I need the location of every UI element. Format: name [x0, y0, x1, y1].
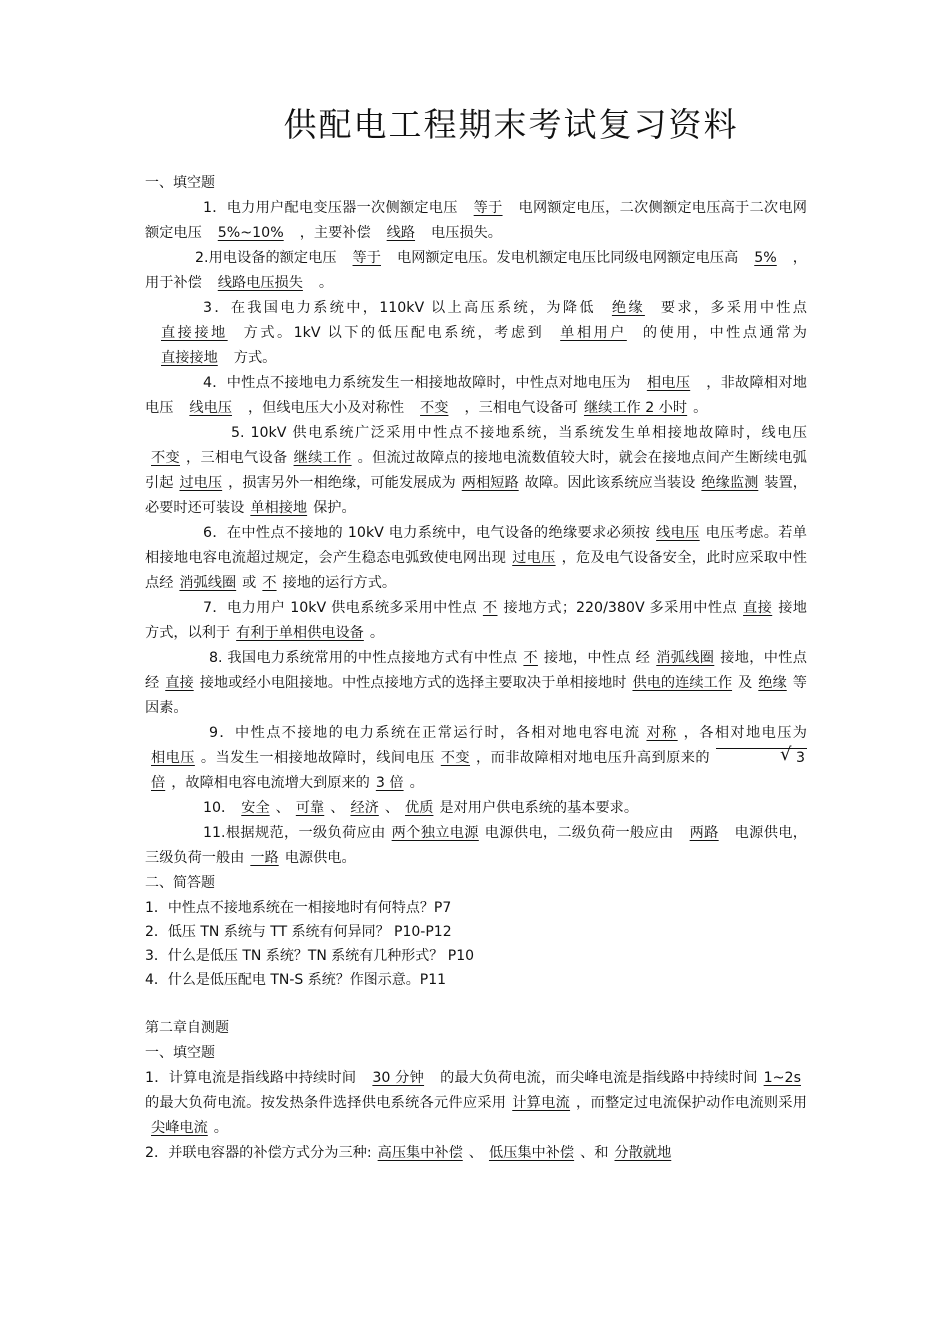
answer-blank: 绝缘: [758, 675, 787, 691]
answer-blank: 不: [262, 575, 277, 591]
question-8: 8. 我国电力系统常用的中性点接地方式有中性点 不 接地，中性点 经 消弧线圈 接地，中性点经 直接 接地或经小电阻接地。中性点接地方式的选择主要取决于单相接地时 供电的连续工作 及 绝缘 等因素。: [145, 650, 807, 716]
answer-blank: 不: [523, 650, 538, 666]
answer-blank: 等于: [352, 250, 381, 266]
answer-blank: 不变: [151, 450, 181, 466]
answer-blank: 5%: [754, 250, 777, 266]
short-question: 2．低压 TN 系统与 TT 系统有何异同？ P10-P12: [145, 924, 452, 940]
question-4: 4．中性点不接地电力系统发生一相接地故障时，中性点对地电压为 相电压 ，非故障相对地电压 线电压 ，但线电压大小及对称性 不变 ，三相电气设备可 继续工作 2 小时 。: [145, 375, 807, 416]
ch2-question-1: 1．计算电流是指线路中持续时间 30 分钟 的最大负荷电流，而尖峰电流是指线路中持续时间 1~2s的最大负荷电流。按发热条件选择供电系统各元件应采用 计算电流 ，而整定过电流保护动作电流则采用尖峰电流 。: [145, 1070, 807, 1136]
answer-blank: 尖峰电流: [151, 1120, 208, 1136]
spacer: [145, 992, 807, 1016]
answer-blank: 直接接地: [161, 325, 228, 341]
answer-blank: 30 分钟: [372, 1070, 425, 1086]
answer-blank: 倍: [151, 775, 166, 791]
answer-blank: 绝缘监测: [701, 475, 759, 491]
answer-blank: 等于: [473, 200, 503, 216]
answer-blank: 线路电压损失: [217, 275, 303, 291]
answer-blank: 单相接地: [250, 500, 308, 516]
answer-blank: 过电压: [179, 475, 223, 491]
question-11: 11.根据规范，一级负荷应由 两个独立电源 电源供电，二级负荷一般应由 两路 电源供电，三级负荷一般由 一路 电源供电。: [145, 825, 807, 866]
ch2-question-2: 2．并联电容器的补偿方式分为三种: 高压集中补偿 、 低压集中补偿 、和 分散就地: [145, 1141, 807, 1166]
answer-blank: 3 倍: [375, 775, 404, 791]
answer-blank: 不: [482, 600, 498, 616]
answer-blank: 可靠: [295, 800, 325, 816]
answer-blank: 相电压: [646, 375, 691, 391]
answer-blank: 相电压: [151, 750, 195, 766]
answer-blank: 线路: [386, 225, 416, 241]
answer-blank: 不变: [440, 750, 471, 766]
section-heading-short-answer: 二、简答题: [145, 875, 215, 891]
answer-blank: 直接: [743, 600, 773, 616]
chapter-heading: 第二章自测题: [145, 1020, 229, 1036]
short-question: 1．中性点不接地系统在一相接地时有何特点？P7: [145, 900, 452, 916]
answer-blank: 线电压: [656, 525, 700, 541]
question-1: 1．电力用户配电变压器一次侧额定电压 等于 电网额定电压，二次侧额定电压高于二次电网额定电压 5%~10% ，主要补偿 线路 电压损失。: [145, 200, 807, 241]
answer-blank: 安全: [241, 800, 270, 816]
answer-blank: 计算电流: [512, 1095, 571, 1111]
answer-blank: 供电的连续工作: [632, 675, 733, 691]
answer-blank: 直接接地: [161, 350, 218, 366]
short-question: 3．什么是低压 TN 系统？TN 系统有几种形式？ P10: [145, 948, 475, 964]
answer-blank: 一路: [250, 850, 279, 866]
answer-blank: 低压集中补偿: [488, 1145, 575, 1161]
document-page: [145, 103, 807, 1166]
question-3: 3．在我国电力系统中，110kV 以上高压系统，为降低 绝缘 要求，多采用中性点直接接地 方式。1kV 以下的低压配电系统，考虑到 单相用户 的使用，中性点通常为直接接地 方式。: [145, 296, 807, 371]
document-title: 供配电工程期末考试复习资料: [283, 105, 739, 144]
answer-blank: 两路: [689, 825, 719, 841]
answer-blank: 消弧线圈: [179, 575, 237, 591]
answer-blank: 线电压: [189, 400, 232, 416]
question-6: 6．在中性点不接地的 10kV 电力系统中，电气设备的绝缘要求必须按 线电压 电压考虑。若单相接地电容电流超过规定，会产生稳态电弧致使电网出现 过电压 ，危及电气设备安全，此时应采取中性点经 消弧线圈 或 不 接地的运行方式。: [145, 525, 807, 591]
answer-blank: 有利于单相供电设备: [236, 625, 364, 641]
question-9: 9．中性点不接地的电力系统在正常运行时，各相对地电容电流 对称 ，各相对地电压为相电压 。当发生一相接地故障时，线间电压 不变 ，而非故障相对地电压升高到原来的√ 3倍 ，故障相电容电流增大到原来的 3 倍 。: [145, 721, 807, 796]
section-heading-fill-blank-ch2: 一、填空题: [145, 1045, 215, 1061]
answer-blank: 过电压: [512, 550, 556, 566]
answer-blank: 直接: [165, 675, 194, 691]
answer-blank: 优质: [405, 800, 434, 816]
short-question: 4．什么是低压配电 TN-S 系统？作图示意。P11: [145, 972, 447, 988]
question-7: 7．电力用户 10kV 供电系统多采用中性点 不 接地方式；220/380V 多采用中性点 直接 接地方式，以利于 有利于单相供电设备 。: [145, 600, 807, 641]
sqrt-symbol: √ 3: [716, 748, 807, 767]
answer-blank: 5%~10%: [217, 225, 284, 241]
answer-blank: 继续工作: [293, 450, 352, 466]
answer-blank: 绝缘: [611, 300, 645, 316]
answer-blank: 经济: [350, 800, 379, 816]
answer-blank: 1~2s: [763, 1070, 801, 1086]
answer-blank: 高压集中补偿: [377, 1145, 463, 1161]
answer-blank: 消弧线圈: [656, 650, 715, 666]
answer-blank: 继续工作 2 小时: [583, 400, 688, 416]
answer-blank: 对称: [646, 725, 678, 741]
answer-blank: 两个独立电源: [391, 825, 479, 841]
answer-blank: 分散就地: [614, 1145, 672, 1161]
question-10: 10． 安全 、 可靠 、 经济 、 优质 是对用户供电系统的基本要求。: [203, 800, 639, 816]
answer-blank: 不变: [420, 400, 449, 416]
question-2: 2.用电设备的额定电压 等于 电网额定电压。发电机额定电压比同级电网额定电压高 5% ，用于补偿 线路电压损失 。: [145, 250, 807, 291]
question-5: 5. 10kV 供电系统广泛采用中性点不接地系统，当系统发生单相接地故障时，线电压不变 ，三相电气设备 继续工作 。但流过故障点的接地电流数值较大时，就会在接地点间产生断续电弧引起 过电压 ，损害另外一相绝缘，可能发展成为 两相短路 故障。因此该系统应当装设 绝缘监测 装置，必要时还可装设 单相接地 保护。: [145, 425, 807, 516]
section-heading-fill-blank: 一、填空题: [145, 175, 215, 191]
answer-blank: 单相用户: [560, 325, 627, 341]
answer-blank: 两相短路: [461, 475, 519, 491]
